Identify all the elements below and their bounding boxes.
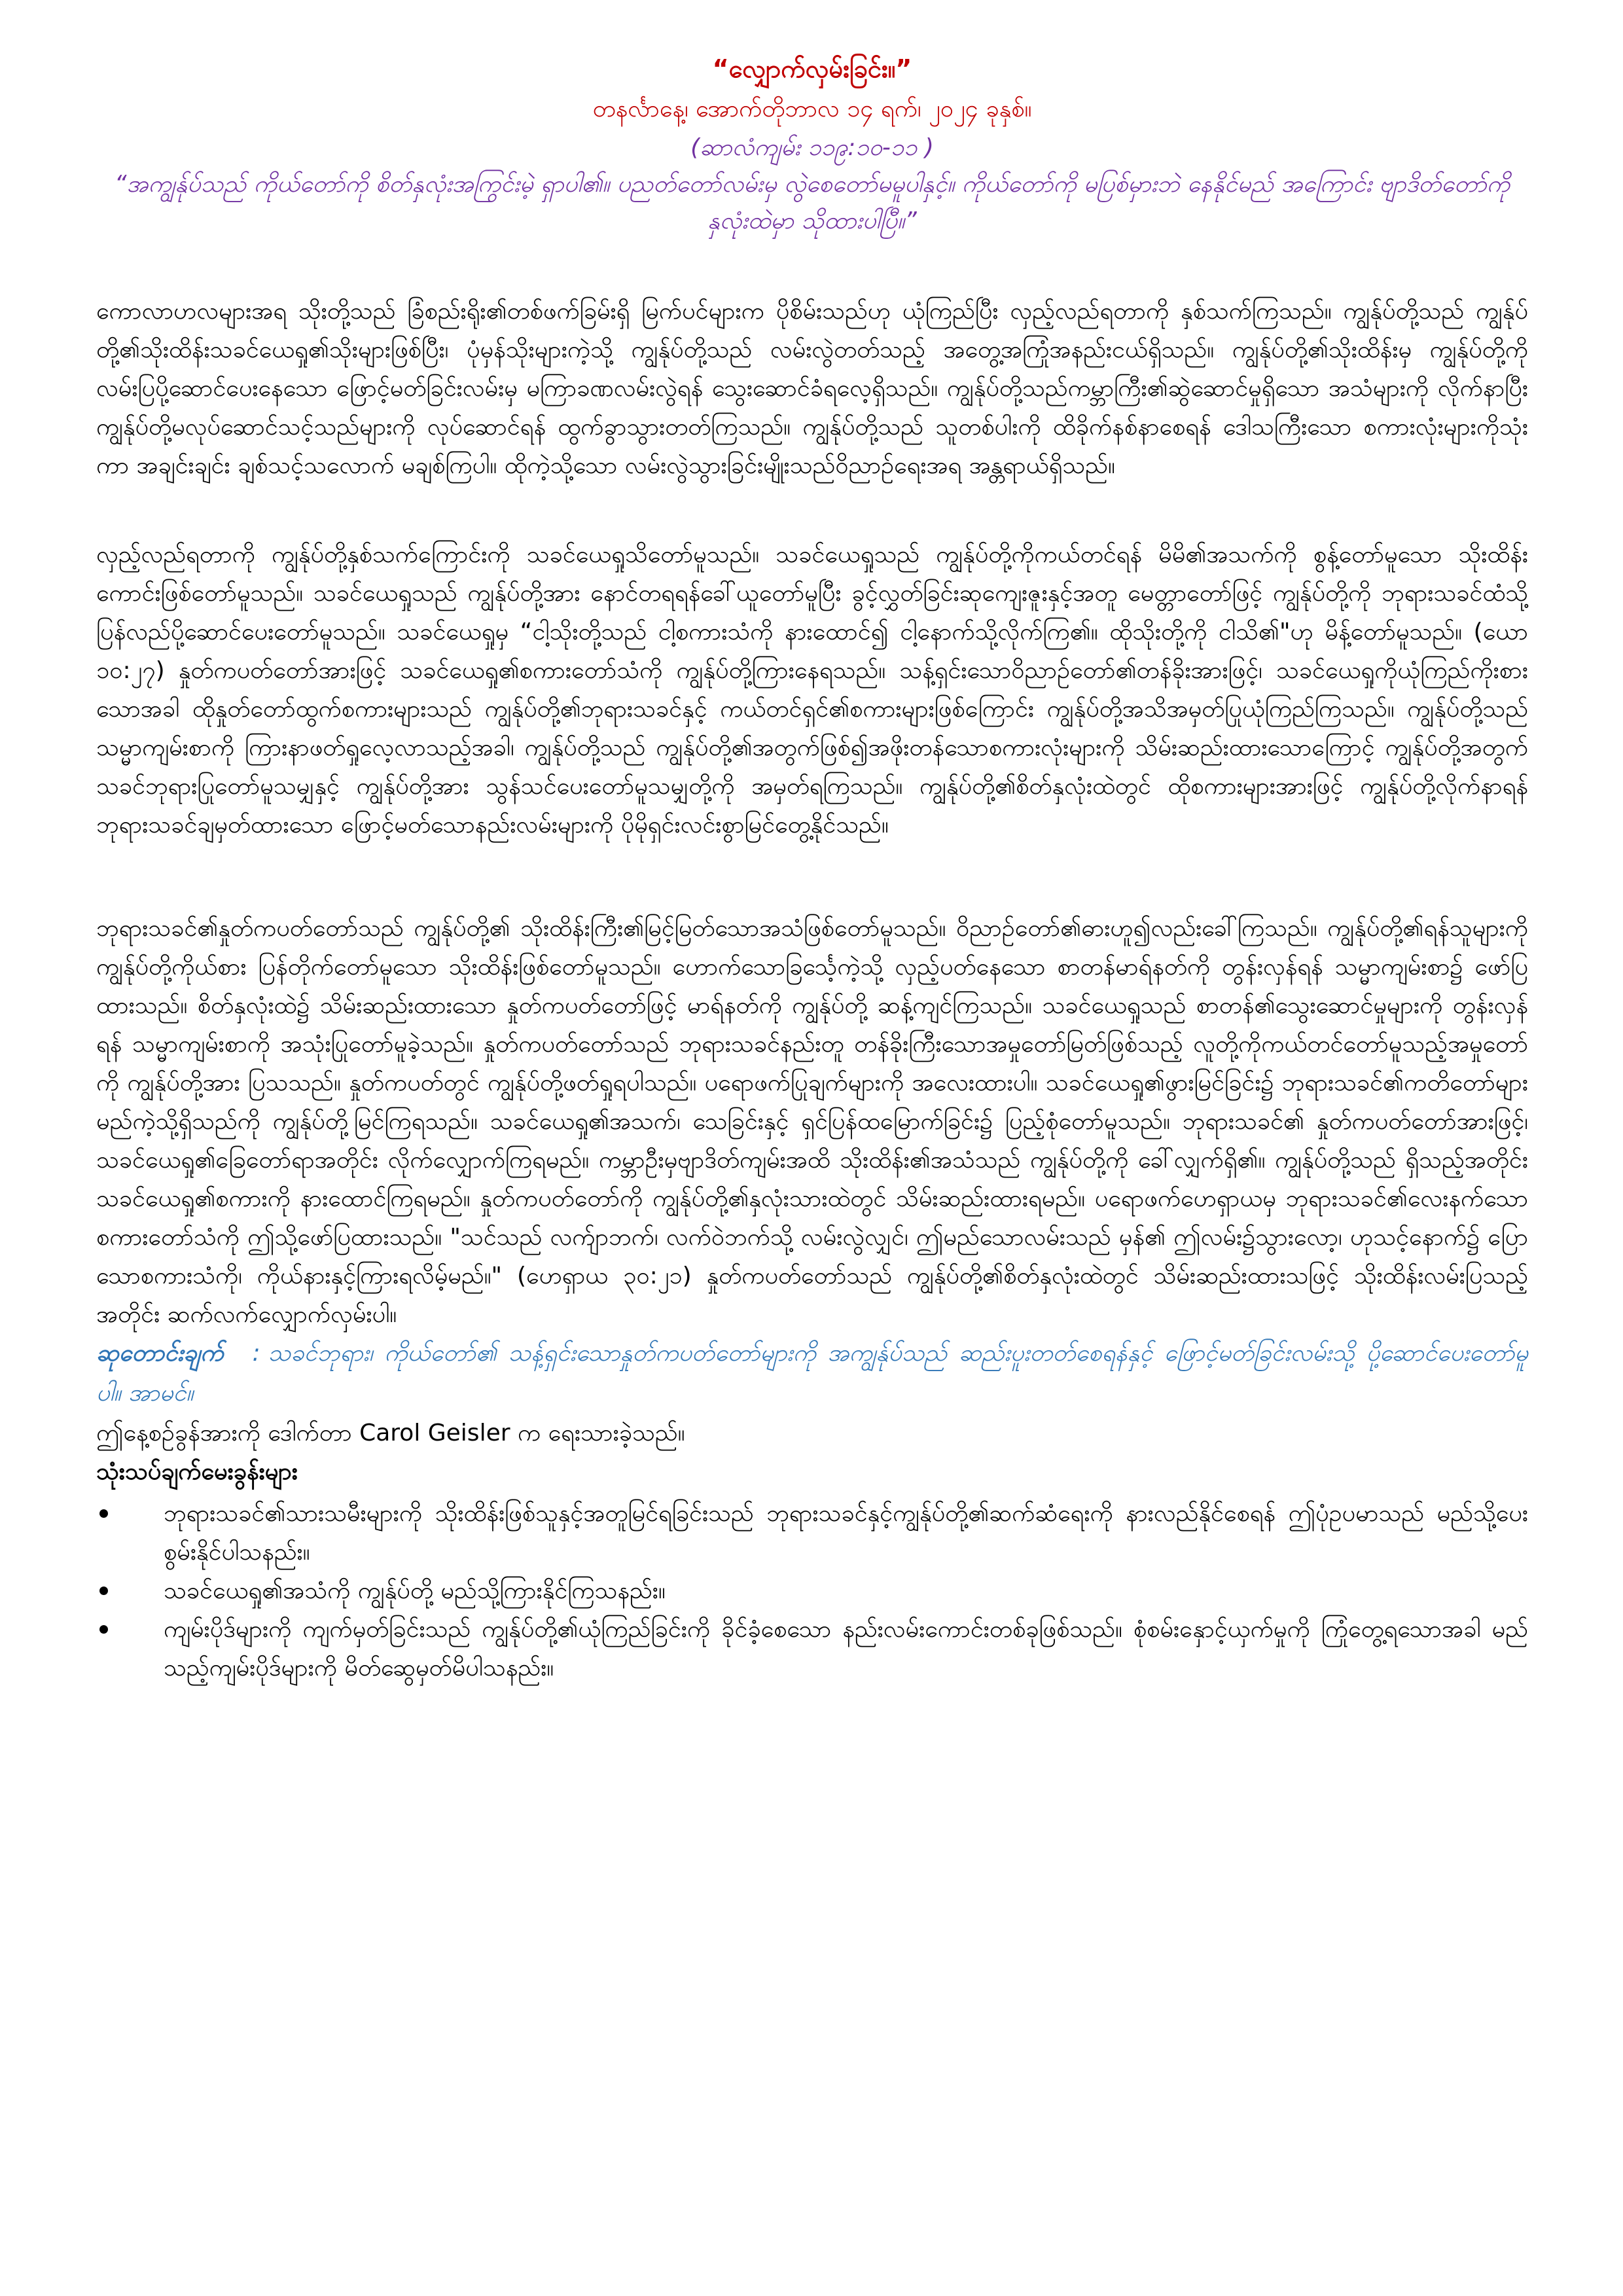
question-item (96, 1571, 1528, 1610)
question-text: သခင်ယေရှု၏အသံကို ကျွန်ုပ်တို့ မည်သို့ကြားနိုင်ကြသနည်း။ (164, 1577, 666, 1605)
body-paragraph-1: ကောလာဟလများအရ သိုးတို့သည် ခြံစည်းရိုး၏တစ်ဖက်ခြမ်းရှိ မြက်ပင်များက ပိုစိမ်းသည်ဟု ယုံကြည်ပြီး လှည့်လည်ရတာကို နှစ်သက်ကြသည်။ ကျွန်ုပ်တို့သည် ကျွန်ုပ်တို့၏သိုးထိန်းသခင်ယေရှု၏သိုးများဖြစ်ပြီး၊ ပုံမှန်သိုးများကဲ့သို့ ကျွန်ုပ်တို့သည် လမ်းလွဲတတ်သည့် အတွေ့အကြုံအနည်းငယ်ရှိသည်။ ကျွန်ုပ်တို့၏သိုးထိန်းမှ ကျွန်ုပ်တို့ကို လမ်းပြပို့ဆောင်ပေးနေသော ဖြောင့်မတ်ခြင်းလမ်းမှ မကြာခဏလမ်းလွဲရန် သွေးဆောင်ခံရလေ့ရှိသည်။ ကျွန်ုပ်တို့သည်ကမ္ဘာကြီး၏ဆွဲဆောင်မှုရှိသော အသံများကို လိုက်နာပြီး ကျွန်ုပ်တို့မလုပ်ဆောင်သင့်သည်များကို လုပ်ဆောင်ရန် ထွက်ခွာသွားတတ်ကြသည်။ ကျွန်ုပ်တို့သည် သူတစ်ပါးကို ထိခိုက်နစ်နာစေရန် ဒေါသကြီးသော စကားလုံးများကိုသုံးကာ အချင်းချင်း ချစ်သင့်သလောက် မချစ်ကြပါ။ ထိုကဲ့သို့သော လမ်းလွဲသွားခြင်းမျိုးသည်ဝိညာဉ်ရေးအရ အန္တရာယ်ရှိသည်။ (96, 297, 1528, 479)
question-item (96, 1610, 1528, 1687)
document-title: “လျှောက်လှမ်းခြင်း။” (712, 54, 912, 83)
scripture-reference: (ဆာလံကျမ်း ၁၁၉:၁၀-၁၁ ) (690, 134, 934, 162)
prayer-label: ဆုတောင်းချက် (96, 1340, 224, 1367)
scripture-quote: “အကျွန်ုပ်သည် ကိုယ်တော်ကို စိတ်နှလုံးအကြွင်းမဲ့ ရှာပါ၏။ ပညတ်တော်လမ်းမှ လွဲစေတော်မမူပါနှင့်။ ကိုယ်တော်ကို မပြစ်မှားဘဲ နေနိုင်မည် အကြောင်း ဗျာဒိတ်တော်ကို နှလုံးထဲမှာ သိုထားပါပြီ။” (114, 171, 1510, 235)
bullet-icon (99, 1625, 108, 1634)
question-text: ဘုရားသခင်၏သားသမီးများကို သိုးထိန်းဖြစ်သူနှင့်အတူမြင်ရခြင်းသည် ဘုရားသခင်နှင့်ကျွန်ုပ်တို့၏ဆက်ဆံရေးကို နားလည်နိုင်စေရန် ဤပုံဥပမာသည် မည်သို့ပေးစွမ်းနိုင်ပါသနည်း။ (164, 1500, 1528, 1566)
reflection-heading: သုံးသပ်ချက်မေးခွန်းများ (96, 1458, 298, 1485)
author-note: ဤနေ့စဉ်ခွန်အားကို ဒေါက်တာ Carol Geisler က ရေးသားခဲ့သည်။ (96, 1419, 685, 1446)
bullet-icon (99, 1587, 108, 1595)
prayer-text: သခင်ဘုရား၊ ကိုယ်တော်၏ သန့်ရှင်းသောနှုတ်ကပတ်တော်များကို အကျွန်ုပ်သည် ဆည်းပူးတတ်စေရန်နှင့် ဖြောင့်မတ်ခြင်းလမ်းသို့ ပို့ဆောင်ပေးတော်မူပါ။ အာမင်။ (96, 1340, 1528, 1407)
prayer-separator: : (252, 1340, 260, 1367)
prayer (96, 1334, 1528, 1414)
question-text: ကျမ်းပိုဒ်များကို ကျက်မှတ်ခြင်းသည် ကျွန်ုပ်တို့၏ယုံကြည်ခြင်းကို ခိုင်ခံ့စေသော နည်းလမ်းကောင်းတစ်ခုဖြစ်သည်။ စုံစမ်းနှောင့်ယှက်မှုကို ကြုံတွေ့ရသောအခါ မည်သည့်ကျမ်းပိုဒ်များကို မိတ်ဆွေမှတ်မိပါသနည်း။ (164, 1616, 1528, 1682)
document-date: တနင်္လာနေ့၊ အောက်တိုဘာလ ၁၄ ရက်၊ ၂၀၂၄ ခုနှစ်။ (592, 96, 1032, 123)
reflection-questions (96, 1494, 1528, 1687)
body-paragraph-3: ဘုရားသခင်၏နှုတ်ကပတ်တော်သည် ကျွန်ုပ်တို့၏ သိုးထိန်းကြီး၏မြင့်မြတ်သောအသံဖြစ်တော်မူသည်။ ဝိညာဉ်တော်၏ဓားဟူ၍လည်းခေါ်ကြသည်။ ကျွန်ုပ်တို့၏ရန်သူများကို ကျွန်ုပ်တို့ကိုယ်စား ပြန်တိုက်တော်မူသော သိုးထိန်းဖြစ်တော်မူသည်။ ဟောက်သောခြင်္သေ့ကဲ့သို့ လှည့်ပတ်နေသော စာတန်မာရ်နတ်ကို တွန်းလှန်ရန် သမ္မာကျမ်းစာ၌ ဖော်ပြထားသည်။ စိတ်နှလုံးထဲ၌ သိမ်းဆည်းထားသော နှုတ်ကပတ်တော်ဖြင့် မာရ်နတ်ကို ကျွန်ုပ်တို့ ဆန့်ကျင်ကြသည်။ သခင်ယေရှုသည် စာတန်၏သွေးဆောင်မှုများကို တွန်းလှန်ရန် သမ္မာကျမ်းစာကို အသုံးပြုတော်မူခဲ့သည်။ နှုတ်ကပတ်တော်သည် ဘုရားသခင်နည်းတူ တန်ခိုးကြီးသောအမှုတော်မြတ်ဖြစ်သည့် လူတို့ကိုကယ်တင်တော်မူသည့်အမှုတော်ကို ကျွန်ုပ်တို့အား ပြသသည်။ နှုတ်ကပတ်တွင် ကျွန်ုပ်တို့ဖတ်ရှုရပါသည်။ ပရောဖက်ပြုချက်များကို အလေးထားပါ။ သခင်ယေရှု၏ဖွားမြင်ခြင်း၌ ဘုရားသခင်၏ကတိတော်များ မည်ကဲ့သို့ရှိသည်ကို ကျွန်ုပ်တို့မြင်ကြရသည်။ သခင်ယေရှု၏အသက်၊ သေခြင်းနှင့် ရှင်ပြန်ထမြောက်ခြင်း၌ ပြည့်စုံတော်မူသည်။ ဘုရားသခင်၏ နှုတ်ကပတ်တော်အားဖြင့်၊ သခင်ယေရှု၏ခြေတော်ရာအတိုင်း လိုက်လျှောက်ကြရမည်။ ကမ္ဘာဦးမှဗျာဒိတ်ကျမ်းအထိ သိုးထိန်း၏အသံသည် ကျွန်ုပ်တို့ကို ခေါ်လျှက်ရှိ၏။ ကျွန်ုပ်တို့သည် ရှိသည့်အတိုင်းသခင်ယေရှု၏စကားကို နားထောင်ကြရမည်။ နှုတ်ကပတ်တော်ကို ကျွန်ုပ်တို့၏နှလုံးသားထဲတွင် သိမ်းဆည်းထားရမည်။ ပရောဖက်ဟေရှာယမှ ဘုရားသခင်၏လေးနက်သော စကားတော်သံကို ဤသို့ဖော်ပြထားသည်။ "သင်သည် လက်ျာဘက်၊ လက်ဝဲဘက်သို့ လမ်းလွဲလျှင်၊ ဤမည်သောလမ်းသည် မှန်၏ ဤလမ်း၌သွားလော့၊ ဟုသင့်နောက်၌ ပြောသောစကားသံကို၊ ကိုယ်နားနှင့်ကြားရလိမ့်မည်။" (ဟေရှာယ ၃၀:၂၁) နှုတ်ကပတ်တော်သည် ကျွန်ုပ်တို့၏စိတ်နှလုံးထဲတွင် သိမ်းဆည်းထားသဖြင့် သိုးထိန်းလမ်းပြသည့်အတိုင်း ဆက်လက်လျှောက်လှမ်းပါ။ (96, 914, 1528, 1329)
question-item (96, 1494, 1528, 1571)
body-paragraph-2: လှည့်လည်ရတာကို ကျွန်ုပ်တို့နှစ်သက်ကြောင်းကို သခင်ယေရှုသိတော်မူသည်။ သခင်ယေရှုသည် ကျွန်ုပ်တို့ကိုကယ်တင်ရန် မိမိ၏အသက်ကို စွန့်တော်မူသော သိုးထိန်းကောင်းဖြစ်တော်မူသည်။ သခင်ယေရှုသည် ကျွန်ုပ်တို့အား နောင်တရရန်ခေါ်ယူတော်မူပြီး ခွင့်လွှတ်ခြင်းဆုကျေးဇူးနှင့်အတူ မေတ္တာတော်ဖြင့် ကျွန်ုပ်တို့ကို ဘုရားသခင်ထံသို့ ပြန်လည်ပို့ဆောင်ပေးတော်မူသည်။ သခင်ယေရှုမှ “ငါ့သိုးတို့သည် ငါ့စကားသံကို နားထောင်၍ ငါ့နောက်သို့လိုက်ကြ၏။ ထိုသိုးတို့ကို ငါသိ၏"ဟု မိန့်တော်မူသည်။ (ယော ၁၀:၂၇) နှုတ်ကပတ်တော်အားဖြင့် သခင်ယေရှု၏စကားတော်သံကို ကျွန်ုပ်တို့ကြားနေရသည်။ သန့်ရှင်းသောဝိညာဉ်တော်၏တန်ခိုးအားဖြင့်၊ သခင်ယေရှုကိုယုံကြည်ကိုးစားသောအခါ ထိုနှုတ်တော်ထွက်စကားများသည် ကျွန်ုပ်တို့၏ဘုရားသခင်နှင့် ကယ်တင်ရှင်၏စကားများဖြစ်ကြောင်း ကျွန်ုပ်တို့အသိအမှတ်ပြုယုံကြည်ကြသည်။ ကျွန်ုပ်တို့သည် သမ္မာကျမ်းစာကို ကြားနာဖတ်ရှုလေ့လာသည့်အခါ၊ ကျွန်ုပ်တို့သည် ကျွန်ုပ်တို့၏အတွက်ဖြစ်၍အဖိုးတန်သောစကားလုံးများကို သိမ်းဆည်းထားသောကြောင့် ကျွန်ုပ်တို့အတွက် သခင်ဘုရားပြုတော်မူသမျှနှင့် ကျွန်ုပ်တို့အား သွန်သင်ပေးတော်မူသမျှတို့ကို အမှတ်ရကြသည်။ ကျွန်ုပ်တို့၏စိတ်နှလုံးထဲတွင် ထိုစကားများအားဖြင့် ကျွန်ုပ်တို့လိုက်နာရန် ဘုရားသခင်ချမှတ်ထားသော ဖြောင့်မတ်သောနည်းလမ်းများကို ပိုမိုရှင်းလင်းစွာမြင်တွေ့နိုင်သည်။ (96, 541, 1528, 838)
bullet-icon (99, 1509, 108, 1518)
